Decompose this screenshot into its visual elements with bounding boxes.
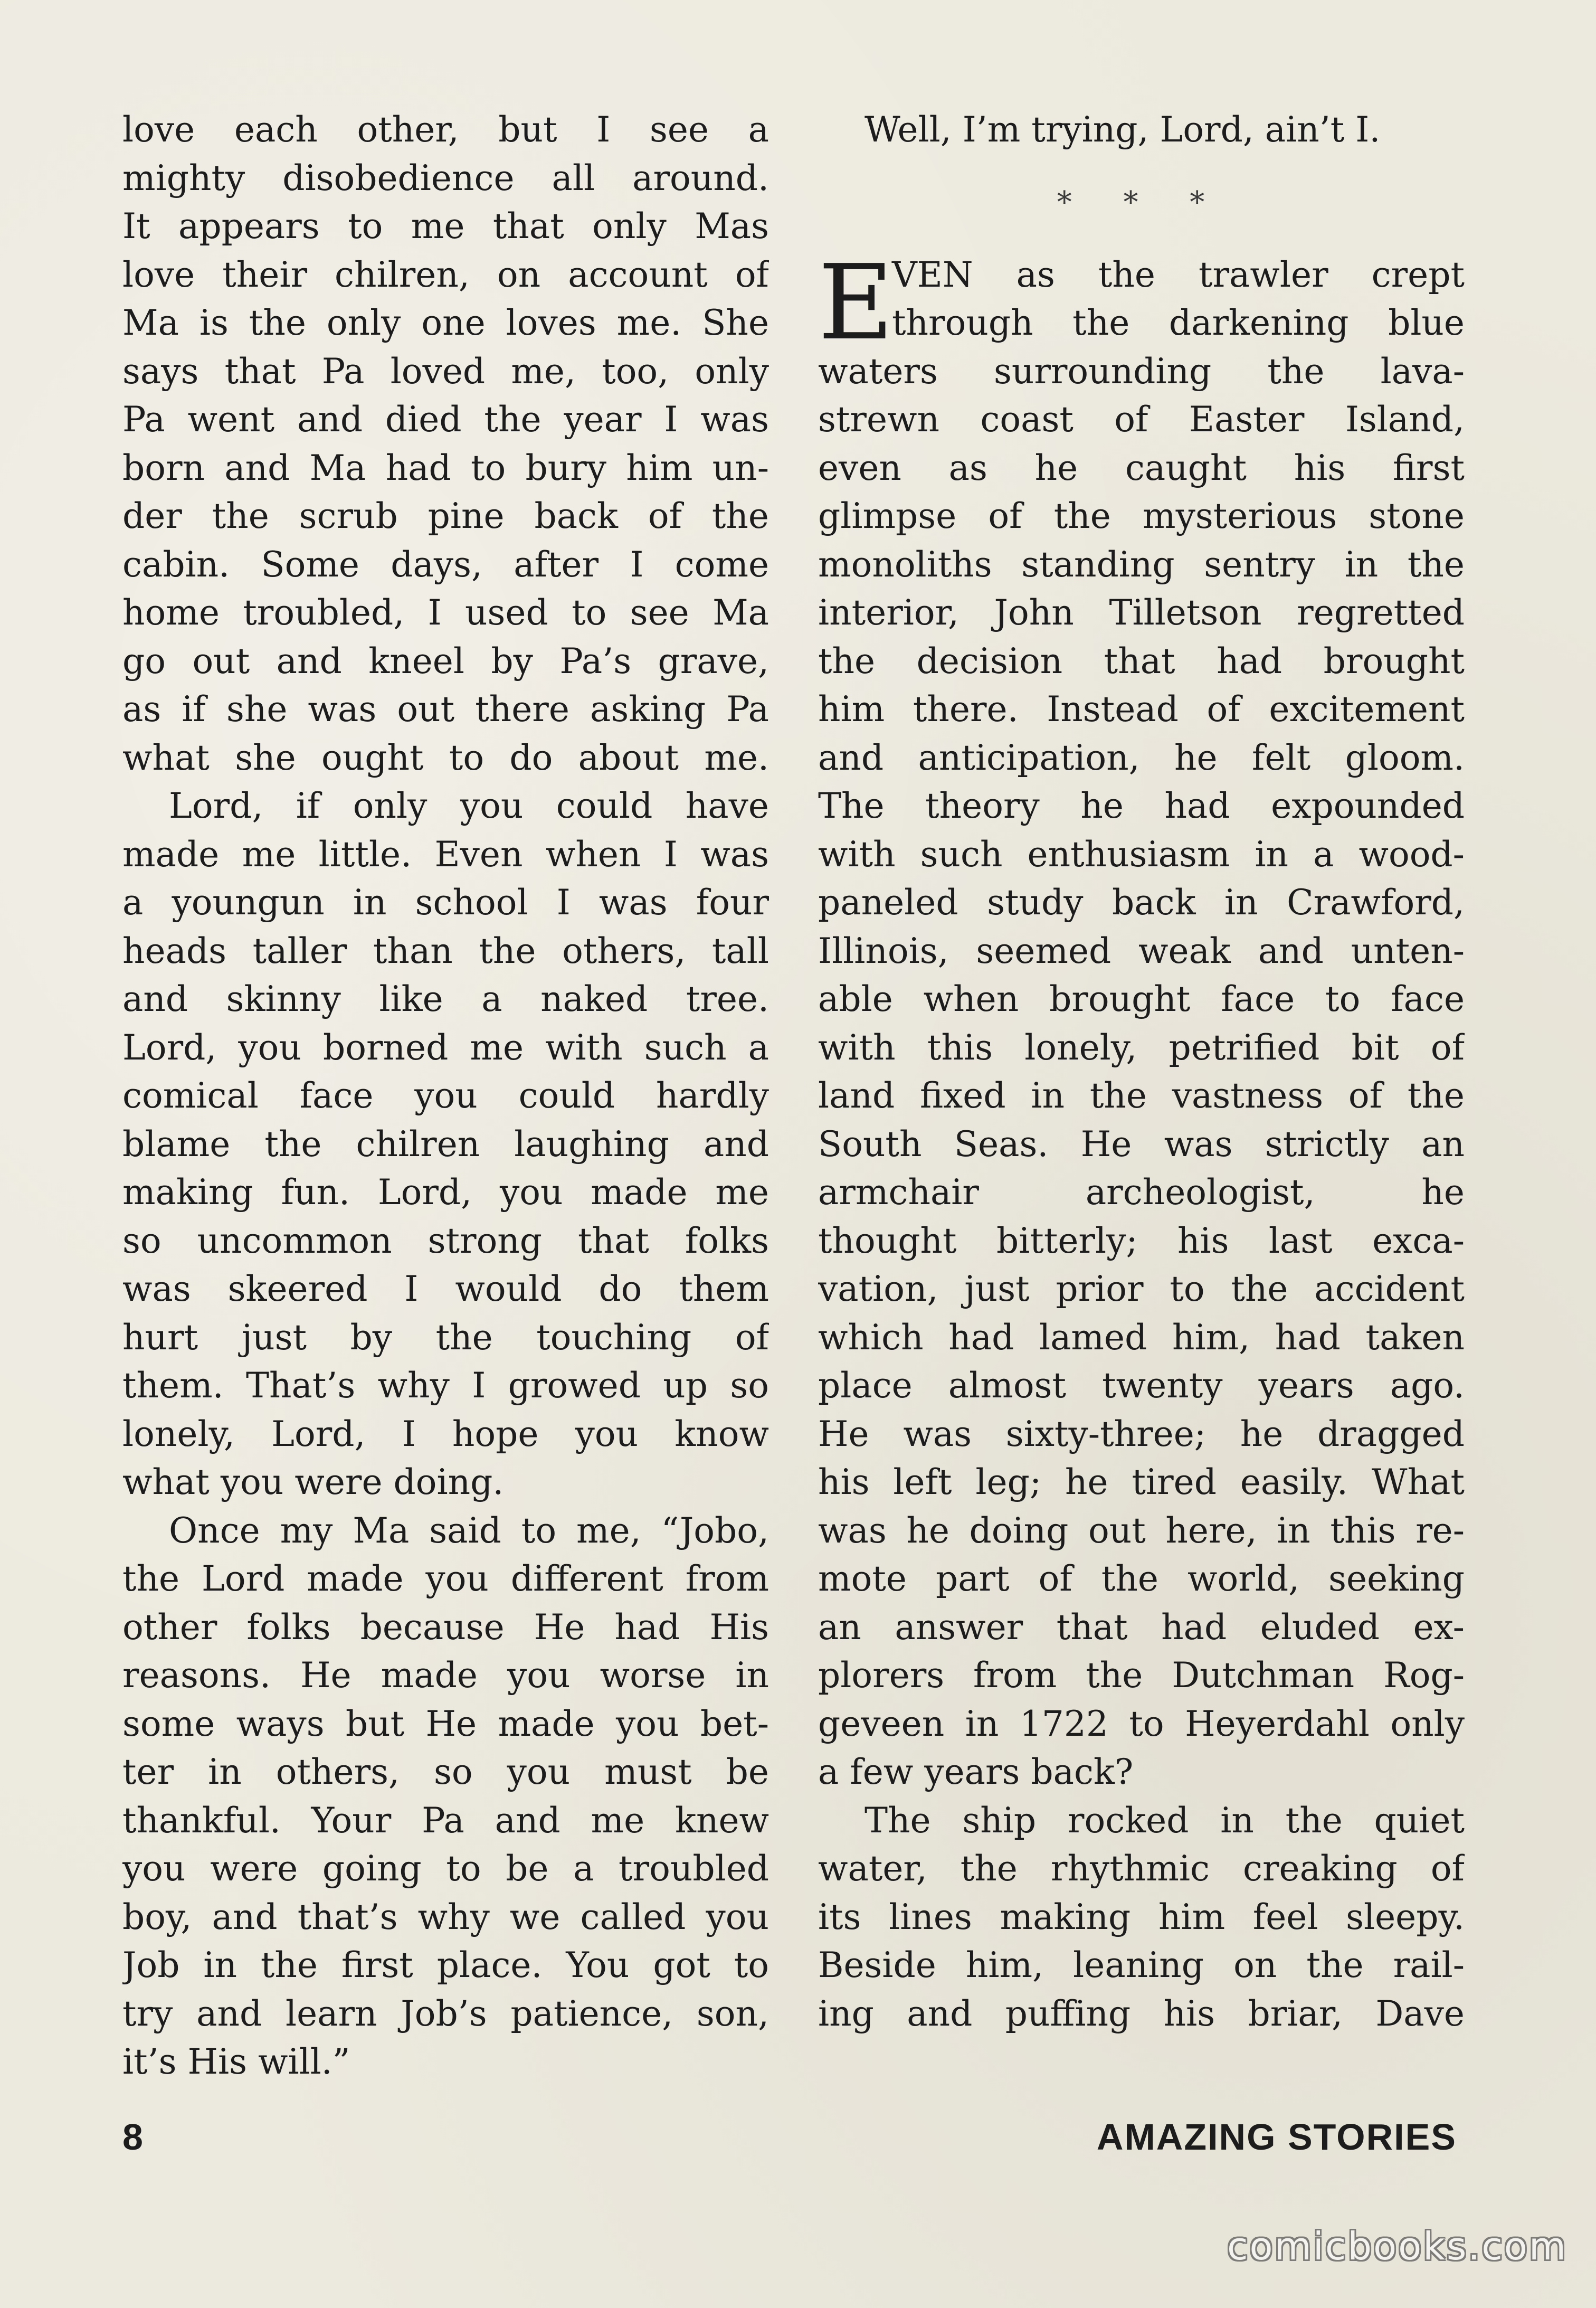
text-line: as if she was out there asking Pa bbox=[122, 689, 769, 730]
text-line: place almost twenty years ago. bbox=[818, 1365, 1465, 1406]
text-line: born and Ma had to bury him un- bbox=[122, 447, 769, 488]
text-line: able when brought face to face bbox=[818, 979, 1465, 1019]
text-line: an answer that had eluded ex- bbox=[818, 1606, 1465, 1648]
text-line: der the scrub pine back of the bbox=[122, 496, 769, 536]
text-line: was skeered I would do them bbox=[122, 1269, 769, 1309]
text-line: Pa went and died the year I was bbox=[122, 399, 769, 440]
text-line: what she ought to do about me. bbox=[122, 737, 769, 778]
drop-cap-block bbox=[818, 242, 1465, 363]
text-line: try and learn Job’s patience, son, bbox=[122, 1993, 769, 2034]
text-line: a youngun in school I was four bbox=[122, 882, 769, 923]
text-line: VEN as the trawler crept bbox=[892, 254, 1465, 295]
text-line: geveen in 1722 to Heyerdahl only bbox=[818, 1703, 1465, 1744]
text-line: waters surrounding the lava- bbox=[818, 351, 1465, 392]
text-line: blame the chilren laughing and bbox=[122, 1123, 769, 1165]
paragraph-first-line: Once my Ma said to me, “Jobo, bbox=[169, 1510, 769, 1551]
text-line: and skinny like a naked tree. bbox=[122, 979, 769, 1019]
text-line: go out and kneel by Pa’s grave, bbox=[122, 640, 769, 682]
section-separator: * * * bbox=[1057, 185, 1226, 220]
text-line: mighty disobedience all around. bbox=[122, 157, 769, 198]
paragraph-last-line: it’s His will.” bbox=[122, 2041, 350, 2082]
text-line: water, the rhythmic creaking of bbox=[818, 1848, 1465, 1889]
text-line: with such enthusiasm in a wood- bbox=[818, 834, 1465, 875]
text-line: South Seas. He was strictly an bbox=[818, 1123, 1465, 1165]
paragraph-last-line: what you were doing. bbox=[122, 1462, 504, 1502]
paragraph-single-line: Well, I’m trying, Lord, ain’t I. bbox=[864, 109, 1381, 150]
text-line: Job in the first place. You got to bbox=[122, 1945, 769, 1985]
text-line: comical face you could hardly bbox=[122, 1075, 769, 1116]
paragraph-first-line: Lord, if only you could have bbox=[169, 786, 769, 826]
text-line: the Lord made you different from bbox=[122, 1558, 769, 1599]
text-line: Lord, you borned me with such a bbox=[122, 1027, 769, 1068]
text-line: love each other, but I see a bbox=[122, 109, 769, 150]
text-line: mote part of the world, seeking bbox=[818, 1558, 1465, 1599]
drop-cap-letter: E bbox=[818, 242, 894, 363]
left-text-column bbox=[122, 106, 769, 2086]
text-line: him there. Instead of excitement bbox=[818, 689, 1465, 730]
text-line: so uncommon strong that folks bbox=[122, 1220, 769, 1261]
right-text-column bbox=[818, 106, 1465, 2038]
paragraph-first-line: The ship rocked in the quiet bbox=[864, 1800, 1465, 1841]
text-line: It appears to me that only Mas bbox=[122, 206, 769, 247]
text-line: with this lonely, petrified bit of bbox=[818, 1027, 1465, 1068]
text-line: which had lamed him, had taken bbox=[818, 1317, 1465, 1358]
text-line: Beside him, leaning on the rail- bbox=[818, 1945, 1465, 1985]
text-line: through the darkening blue bbox=[892, 302, 1465, 343]
paragraph-last-line: a few years back? bbox=[818, 1752, 1134, 1792]
text-line: made me little. Even when I was bbox=[122, 834, 769, 875]
text-line: lonely, Lord, I hope you know bbox=[122, 1413, 769, 1454]
text-line: even as he caught his first bbox=[818, 447, 1465, 488]
magazine-title: AMAZING STORIES bbox=[1096, 2116, 1457, 2158]
text-line: ter in others, so you must be bbox=[122, 1752, 769, 1792]
text-line: and anticipation, he felt gloom. bbox=[818, 737, 1465, 778]
text-line: heads taller than the others, tall bbox=[122, 930, 769, 971]
text-line: plorers from the Dutchman Rog- bbox=[818, 1655, 1465, 1696]
text-line: boy, and that’s why we called you bbox=[122, 1896, 769, 1937]
text-line: says that Pa loved me, too, only bbox=[122, 351, 769, 392]
text-line: interior, John Tilletson regretted bbox=[818, 592, 1465, 633]
text-line: land fixed in the vastness of the bbox=[818, 1075, 1465, 1116]
text-line: Ma is the only one loves me. She bbox=[122, 302, 769, 343]
page-number: 8 bbox=[122, 2116, 143, 2158]
text-line: armchair archeologist, he bbox=[818, 1172, 1465, 1213]
text-line: glimpse of the mysterious stone bbox=[818, 496, 1465, 536]
text-line: ing and puffing his briar, Dave bbox=[818, 1993, 1465, 2034]
text-line: the decision that had brought bbox=[818, 640, 1465, 682]
text-line: strewn coast of Easter Island, bbox=[818, 399, 1465, 440]
text-line: making fun. Lord, you made me bbox=[122, 1172, 769, 1213]
text-line: hurt just by the touching of bbox=[122, 1317, 769, 1358]
text-line: thought bitterly; his last exca- bbox=[818, 1220, 1465, 1261]
text-line: The theory he had expounded bbox=[818, 786, 1465, 826]
text-line: other folks because He had His bbox=[122, 1606, 769, 1648]
text-line: some ways but He made you bet- bbox=[122, 1703, 769, 1744]
text-line: home troubled, I used to see Ma bbox=[122, 592, 769, 633]
text-line: reasons. He made you worse in bbox=[122, 1655, 769, 1696]
text-line: Illinois, seemed weak and unten- bbox=[818, 930, 1465, 971]
text-line: his left leg; he tired easily. What bbox=[818, 1462, 1465, 1502]
text-line: monoliths standing sentry in the bbox=[818, 544, 1465, 585]
text-line: thankful. Your Pa and me knew bbox=[122, 1800, 769, 1841]
text-line: you were going to be a troubled bbox=[122, 1848, 769, 1889]
text-line: vation, just prior to the accident bbox=[818, 1269, 1465, 1309]
text-line: love their chilren, on account of bbox=[122, 254, 769, 295]
site-watermark: comicbooks.com bbox=[1227, 2224, 1568, 2268]
text-line: paneled study back in Crawford, bbox=[818, 882, 1465, 923]
text-line: He was sixty-three; he dragged bbox=[818, 1413, 1465, 1454]
text-line: cabin. Some days, after I come bbox=[122, 544, 769, 585]
text-line: them. That’s why I growed up so bbox=[122, 1365, 769, 1406]
text-line: its lines making him feel sleepy. bbox=[818, 1896, 1465, 1937]
text-line: was he doing out here, in this re- bbox=[818, 1510, 1465, 1551]
